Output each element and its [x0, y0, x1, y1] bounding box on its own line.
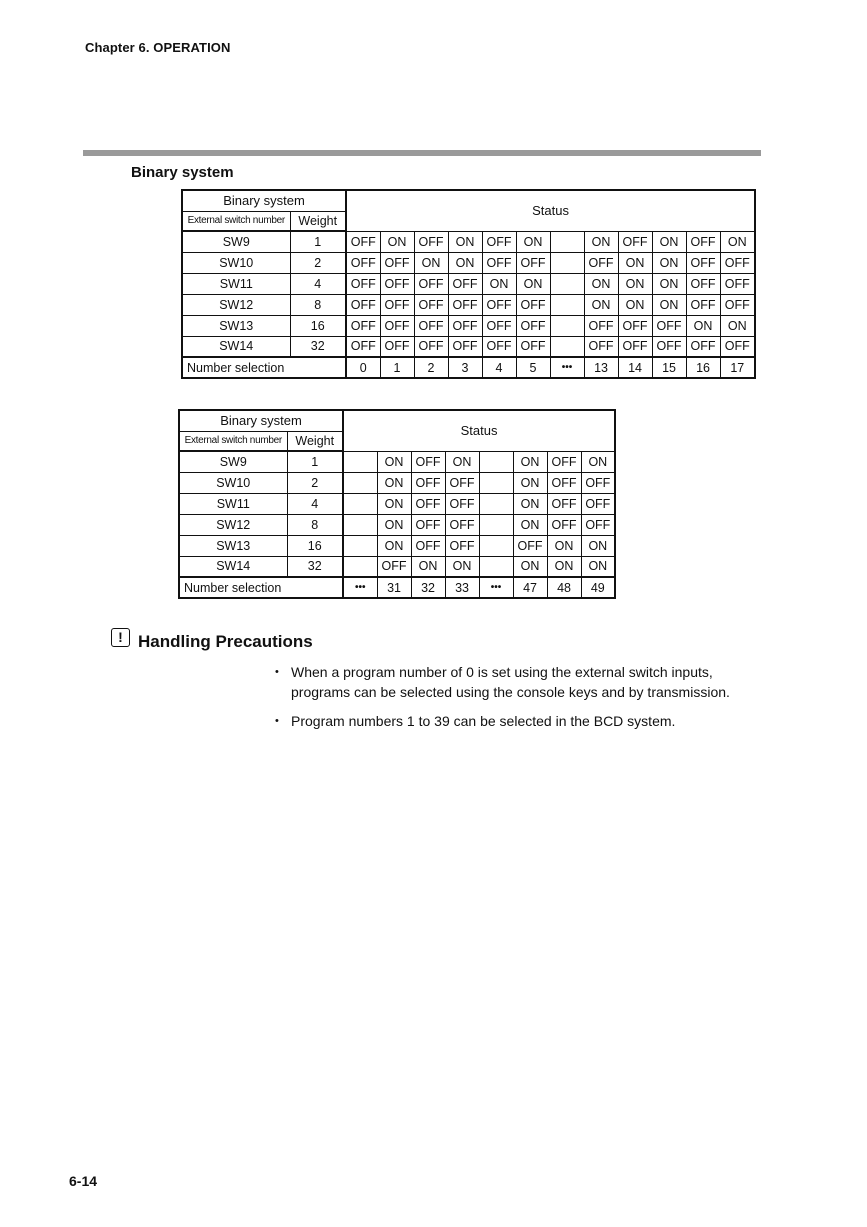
status-cell: OFF [547, 514, 581, 535]
table-row [182, 336, 755, 357]
table-row [182, 273, 755, 294]
status-cell: OFF [380, 252, 414, 273]
status-cell [550, 294, 584, 315]
status-cell: ON [686, 315, 720, 336]
status-cell: OFF [720, 252, 755, 273]
status-cell: ON [377, 535, 411, 556]
weight-cell: 32 [287, 556, 343, 577]
switch-cell: SW12 [179, 514, 287, 535]
status-cell [343, 556, 377, 577]
weight-cell: 4 [290, 273, 346, 294]
switch-cell: SW14 [182, 336, 290, 357]
status-cell: ON [377, 514, 411, 535]
status-cell: OFF [411, 535, 445, 556]
status-cell: OFF [448, 315, 482, 336]
status-cell [479, 451, 513, 472]
number-cell: 14 [618, 357, 652, 378]
status-cell: ON [448, 231, 482, 252]
status-cell: OFF [584, 315, 618, 336]
status-cell: OFF [618, 336, 652, 357]
bullet-mark: • [275, 715, 279, 727]
status-cell: ON [513, 451, 547, 472]
status-cell [550, 273, 584, 294]
ext-switch-header: External switch number [182, 211, 290, 231]
status-cell: ON [720, 231, 755, 252]
status-cell: ON [411, 556, 445, 577]
page-number: 6-14 [69, 1173, 98, 1189]
status-cell [550, 231, 584, 252]
status-cell: ON [513, 472, 547, 493]
weight-cell: 2 [290, 252, 346, 273]
binary-table-2 [178, 409, 616, 599]
status-cell: OFF [686, 273, 720, 294]
status-cell: OFF [445, 514, 479, 535]
status-cell: OFF [414, 336, 448, 357]
status-cell: OFF [414, 231, 448, 252]
status-cell: OFF [411, 493, 445, 514]
status-cell: OFF [516, 252, 550, 273]
status-cell: OFF [445, 472, 479, 493]
status-cell: OFF [411, 472, 445, 493]
precaution-text: When a program number of 0 is set using the external switch inputs, programs can be selected using the console keys and by transmission. [291, 664, 730, 700]
precaution-text: Program numbers 1 to 39 can be selected in the BCD system. [291, 713, 676, 729]
status-cell: ON [445, 451, 479, 472]
status-cell: OFF [380, 336, 414, 357]
number-cell: 47 [513, 577, 547, 598]
status-cell: OFF [377, 556, 411, 577]
weight-cell: 1 [287, 451, 343, 472]
status-cell: ON [380, 231, 414, 252]
number-cell: 48 [547, 577, 581, 598]
status-cell: ON [652, 273, 686, 294]
status-cell: ON [513, 556, 547, 577]
status-cell: ON [584, 273, 618, 294]
status-cell: OFF [686, 294, 720, 315]
status-cell: ON [652, 231, 686, 252]
table-title: Binary system [179, 410, 343, 431]
status-cell: OFF [584, 252, 618, 273]
status-cell: OFF [346, 336, 380, 357]
status-cell: OFF [380, 315, 414, 336]
status-cell: OFF [380, 273, 414, 294]
number-cell: 15 [652, 357, 686, 378]
number-cell: 5 [516, 357, 550, 378]
status-cell: OFF [686, 231, 720, 252]
status-cell: OFF [516, 315, 550, 336]
status-cell: OFF [414, 294, 448, 315]
number-cell: 32 [411, 577, 445, 598]
number-cell: ••• [479, 577, 513, 598]
status-cell: ON [516, 273, 550, 294]
status-cell: OFF [482, 315, 516, 336]
status-cell: ON [513, 493, 547, 514]
status-cell: ON [581, 556, 615, 577]
status-cell: ON [377, 493, 411, 514]
status-cell: OFF [482, 231, 516, 252]
number-selection-row [179, 577, 615, 598]
status-cell: OFF [346, 315, 380, 336]
status-cell: OFF [346, 294, 380, 315]
switch-cell: SW9 [179, 451, 287, 472]
status-cell: OFF [584, 336, 618, 357]
status-cell: OFF [686, 336, 720, 357]
status-cell: OFF [513, 535, 547, 556]
section-title: Binary system [131, 164, 234, 181]
status-cell [550, 252, 584, 273]
status-cell [479, 556, 513, 577]
status-header: Status [346, 190, 755, 231]
weight-header: Weight [290, 211, 346, 231]
weight-cell: 16 [290, 315, 346, 336]
status-cell: OFF [618, 231, 652, 252]
status-header: Status [343, 410, 615, 451]
status-cell: OFF [516, 294, 550, 315]
status-cell: OFF [652, 336, 686, 357]
switch-cell: SW14 [179, 556, 287, 577]
status-cell: ON [482, 273, 516, 294]
number-cell: ••• [343, 577, 377, 598]
number-cell: 13 [584, 357, 618, 378]
status-cell: OFF [581, 493, 615, 514]
status-cell [343, 514, 377, 535]
status-cell: OFF [346, 273, 380, 294]
status-cell: OFF [720, 336, 755, 357]
precaution-item [273, 711, 763, 731]
status-cell: ON [581, 535, 615, 556]
status-cell: OFF [411, 514, 445, 535]
number-cell: 1 [380, 357, 414, 378]
number-selection-label: Number selection [179, 577, 343, 598]
status-cell: ON [618, 252, 652, 273]
number-selection-label: Number selection [182, 357, 346, 378]
bullet-mark: • [275, 666, 279, 678]
switch-cell: SW11 [182, 273, 290, 294]
switch-cell: SW9 [182, 231, 290, 252]
table-row [182, 231, 755, 252]
status-cell: OFF [411, 451, 445, 472]
section-divider [83, 150, 761, 156]
status-cell: ON [414, 252, 448, 273]
status-cell: OFF [581, 472, 615, 493]
number-selection-row [182, 357, 755, 378]
weight-cell: 1 [290, 231, 346, 252]
status-cell [343, 535, 377, 556]
status-cell: ON [516, 231, 550, 252]
status-cell: ON [547, 535, 581, 556]
number-cell: 2 [414, 357, 448, 378]
status-cell: ON [584, 294, 618, 315]
status-cell: ON [652, 252, 686, 273]
weight-cell: 32 [290, 336, 346, 357]
table-row [179, 556, 615, 577]
chapter-header: Chapter 6. OPERATION [85, 40, 231, 55]
status-cell: OFF [482, 294, 516, 315]
precautions-list [273, 662, 763, 740]
status-cell: OFF [346, 252, 380, 273]
status-cell: ON [584, 231, 618, 252]
status-cell [550, 336, 584, 357]
status-cell: ON [377, 472, 411, 493]
status-cell: OFF [516, 336, 550, 357]
number-cell: 49 [581, 577, 615, 598]
table-row [179, 514, 615, 535]
number-cell: 16 [686, 357, 720, 378]
status-cell: OFF [448, 336, 482, 357]
status-cell [550, 315, 584, 336]
status-cell: OFF [448, 294, 482, 315]
status-cell: OFF [448, 273, 482, 294]
number-cell: 0 [346, 357, 380, 378]
status-cell: ON [652, 294, 686, 315]
exclamation-box-icon: ! [111, 628, 130, 647]
status-cell: OFF [445, 535, 479, 556]
status-cell: OFF [720, 273, 755, 294]
status-cell: ON [618, 273, 652, 294]
status-cell: OFF [547, 451, 581, 472]
status-cell [479, 514, 513, 535]
status-cell: ON [445, 556, 479, 577]
status-cell: OFF [445, 493, 479, 514]
status-cell: ON [547, 556, 581, 577]
ext-switch-header: External switch number [179, 431, 287, 451]
number-cell: 33 [445, 577, 479, 598]
weight-cell: 4 [287, 493, 343, 514]
status-cell: ON [618, 294, 652, 315]
number-cell: ••• [550, 357, 584, 378]
switch-cell: SW11 [179, 493, 287, 514]
status-cell [479, 535, 513, 556]
status-cell [479, 472, 513, 493]
switch-cell: SW13 [182, 315, 290, 336]
status-cell: OFF [482, 252, 516, 273]
number-cell: 4 [482, 357, 516, 378]
status-cell: ON [448, 252, 482, 273]
switch-cell: SW10 [182, 252, 290, 273]
status-cell [343, 472, 377, 493]
number-cell: 3 [448, 357, 482, 378]
status-cell: ON [720, 315, 755, 336]
weight-cell: 8 [290, 294, 346, 315]
table-row [179, 451, 615, 472]
status-cell: OFF [618, 315, 652, 336]
status-cell: OFF [547, 493, 581, 514]
status-cell: OFF [720, 294, 755, 315]
table-row [182, 315, 755, 336]
status-cell: OFF [482, 336, 516, 357]
number-cell: 17 [720, 357, 755, 378]
status-cell [479, 493, 513, 514]
precaution-item [273, 662, 763, 702]
precautions-title: Handling Precautions [138, 632, 313, 651]
status-cell [343, 493, 377, 514]
status-cell: OFF [414, 315, 448, 336]
weight-cell: 16 [287, 535, 343, 556]
status-cell [343, 451, 377, 472]
status-cell: OFF [652, 315, 686, 336]
table-row [179, 472, 615, 493]
weight-cell: 8 [287, 514, 343, 535]
table-row [179, 493, 615, 514]
status-cell: OFF [581, 514, 615, 535]
table-row [182, 252, 755, 273]
status-cell: OFF [547, 472, 581, 493]
switch-cell: SW12 [182, 294, 290, 315]
weight-header: Weight [287, 431, 343, 451]
status-cell: OFF [414, 273, 448, 294]
binary-table-1 [181, 189, 756, 379]
status-cell: OFF [380, 294, 414, 315]
table-row [179, 535, 615, 556]
weight-cell: 2 [287, 472, 343, 493]
status-cell: ON [377, 451, 411, 472]
switch-cell: SW13 [179, 535, 287, 556]
table-row [182, 294, 755, 315]
status-cell: OFF [686, 252, 720, 273]
table-title: Binary system [182, 190, 346, 211]
switch-cell: SW10 [179, 472, 287, 493]
status-cell: OFF [346, 231, 380, 252]
status-cell: ON [513, 514, 547, 535]
number-cell: 31 [377, 577, 411, 598]
status-cell: ON [581, 451, 615, 472]
